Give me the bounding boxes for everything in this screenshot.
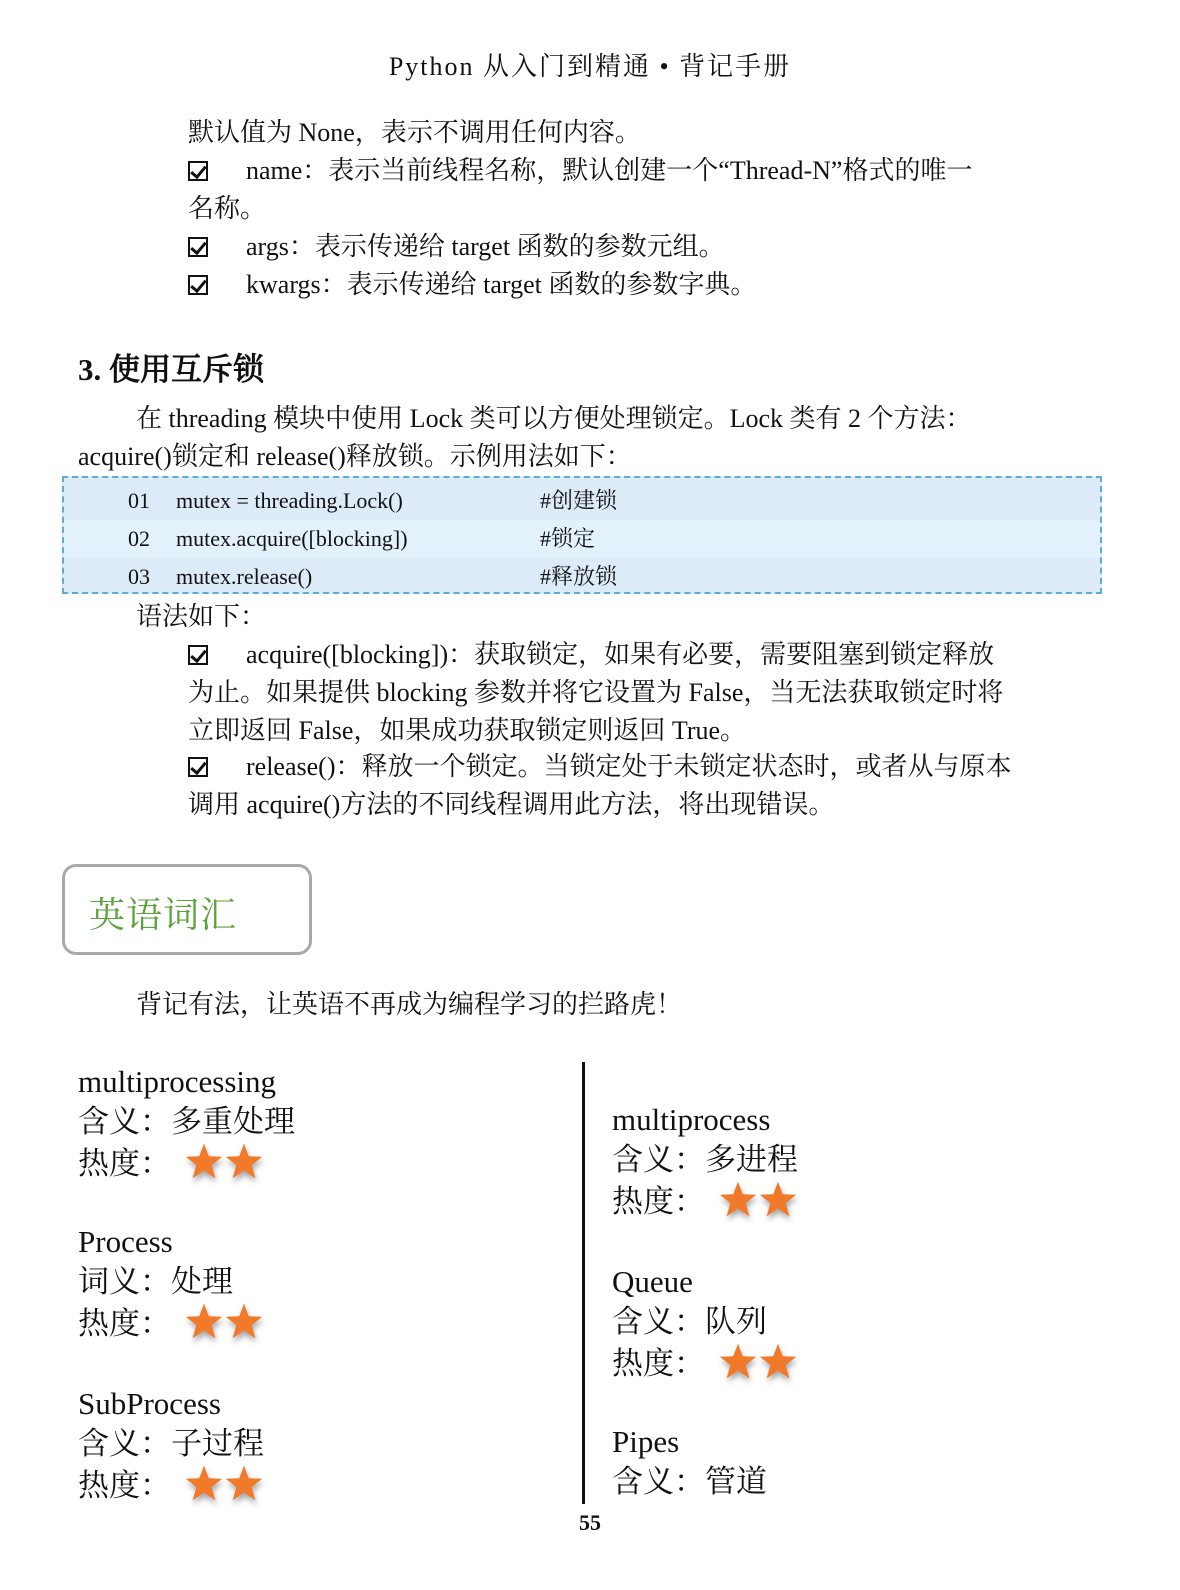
vocab-meaning: 含义：多重处理 <box>78 1104 295 1139</box>
heat-label: 热度： <box>78 1468 171 1503</box>
bullet-kwargs <box>188 266 756 304</box>
vocab-entry <box>78 1222 265 1350</box>
bullet-text: kwargs：表示传递给 target 函数的参数字典。 <box>246 270 757 299</box>
rating-stars <box>719 1342 799 1390</box>
code-block <box>62 476 1102 594</box>
section-heading: 3. 使用互斥锁 <box>78 352 264 387</box>
param-continuation: 默认值为 None，表示不调用任何内容。 <box>188 118 641 147</box>
vocab-section-box <box>62 864 312 955</box>
bullet-text: acquire([blocking])：获取锁定，如果有必要，需要阻塞到锁定释放 <box>246 640 995 669</box>
vocab-word: multiprocessing <box>78 1064 277 1099</box>
star-icon <box>719 1180 757 1218</box>
star-icon <box>225 1142 263 1180</box>
line-number: 02 <box>128 526 150 551</box>
line-number: 03 <box>128 564 150 589</box>
bullet-acquire <box>188 636 994 674</box>
vocab-heat <box>612 1342 799 1390</box>
bullet-release-wrap: 调用 acquire()方法的不同线程调用此方法，将出现错误。 <box>188 790 835 819</box>
page-number: 55 <box>579 1510 601 1535</box>
vocab-entry <box>612 1422 767 1502</box>
bullet-text: release()：释放一个锁定。当锁定处于未锁定状态时，或者从与原本 <box>246 752 1012 781</box>
vocab-word: Pipes <box>612 1424 680 1459</box>
checkbox-icon <box>188 237 208 257</box>
checkbox-icon <box>188 275 208 295</box>
vocab-heat <box>78 1464 265 1512</box>
checkbox-icon <box>188 161 208 181</box>
vocab-entry <box>78 1384 265 1512</box>
code-comment: #锁定 <box>540 526 596 551</box>
vocab-heat <box>78 1302 265 1350</box>
vocab-meaning: 含义：队列 <box>612 1304 767 1339</box>
vocab-word: Queue <box>612 1264 693 1299</box>
code-line <box>64 558 1100 596</box>
vocab-word: Process <box>78 1224 173 1259</box>
bullet-text: args：表示传递给 target 函数的参数元组。 <box>246 232 725 261</box>
section-paragraph-line2: acquire()锁定和 release()释放锁。示例用法如下： <box>78 442 632 471</box>
line-number: 01 <box>128 488 150 513</box>
bullet-release <box>188 748 1011 786</box>
heat-label: 热度： <box>612 1184 705 1219</box>
syntax-label: 语法如下： <box>136 602 267 631</box>
vocab-meaning: 含义：多进程 <box>612 1142 798 1177</box>
vocab-entry <box>78 1062 295 1190</box>
bullet-text: name：表示当前线程名称，默认创建一个“Thread-N”格式的唯一 <box>246 156 973 185</box>
code-source: mutex.acquire([blocking]) <box>176 526 408 551</box>
running-header: Python 从入门到精通 • 背记手册 <box>388 52 792 81</box>
vocab-meaning: 含义：管道 <box>612 1464 767 1499</box>
code-source: mutex.release() <box>176 564 313 589</box>
star-icon <box>759 1342 797 1380</box>
bullet-name <box>188 152 972 190</box>
star-icon <box>225 1302 263 1340</box>
star-icon <box>185 1464 223 1502</box>
rating-stars <box>185 1142 265 1190</box>
vocab-tagline: 背记有法，让英语不再成为编程学习的拦路虎！ <box>136 990 683 1019</box>
vocab-heat <box>78 1142 295 1190</box>
column-divider <box>582 1062 585 1504</box>
star-icon <box>225 1464 263 1502</box>
rating-stars <box>719 1180 799 1228</box>
code-line <box>64 482 1100 520</box>
star-icon <box>759 1180 797 1218</box>
checkbox-icon <box>188 645 208 665</box>
vocab-word: multiprocess <box>612 1102 771 1137</box>
heat-label: 热度： <box>612 1346 705 1381</box>
vocab-word: SubProcess <box>78 1386 221 1421</box>
vocab-entry <box>612 1262 799 1390</box>
star-icon <box>185 1302 223 1340</box>
heat-label: 热度： <box>78 1306 171 1341</box>
code-comment: #释放锁 <box>540 564 618 589</box>
code-line <box>64 520 1100 558</box>
bullet-name-wrap: 名称。 <box>188 194 267 223</box>
checkbox-icon <box>188 757 208 777</box>
heat-label: 热度： <box>78 1146 171 1181</box>
vocab-meaning: 含义：子过程 <box>78 1426 264 1461</box>
rating-stars <box>185 1302 265 1350</box>
star-icon <box>185 1142 223 1180</box>
section-paragraph-line1: 在 threading 模块中使用 Lock 类可以方便处理锁定。Lock 类有 2 个方法： <box>136 404 972 433</box>
bullet-acquire-wrap: 立即返回 False，如果成功获取锁定则返回 True。 <box>188 716 747 745</box>
rating-stars <box>185 1464 265 1512</box>
vocab-entry <box>612 1100 799 1228</box>
code-source: mutex = threading.Lock() <box>176 488 403 513</box>
vocab-title: 英语词汇 <box>89 895 238 936</box>
star-icon <box>719 1342 757 1380</box>
code-comment: #创建锁 <box>540 488 618 513</box>
vocab-heat <box>612 1180 799 1228</box>
bullet-args <box>188 228 725 266</box>
bullet-acquire-wrap: 为止。如果提供 blocking 参数并将它设置为 False，当无法获取锁定时将 <box>188 678 1004 707</box>
vocab-meaning: 词义：处理 <box>78 1264 233 1299</box>
